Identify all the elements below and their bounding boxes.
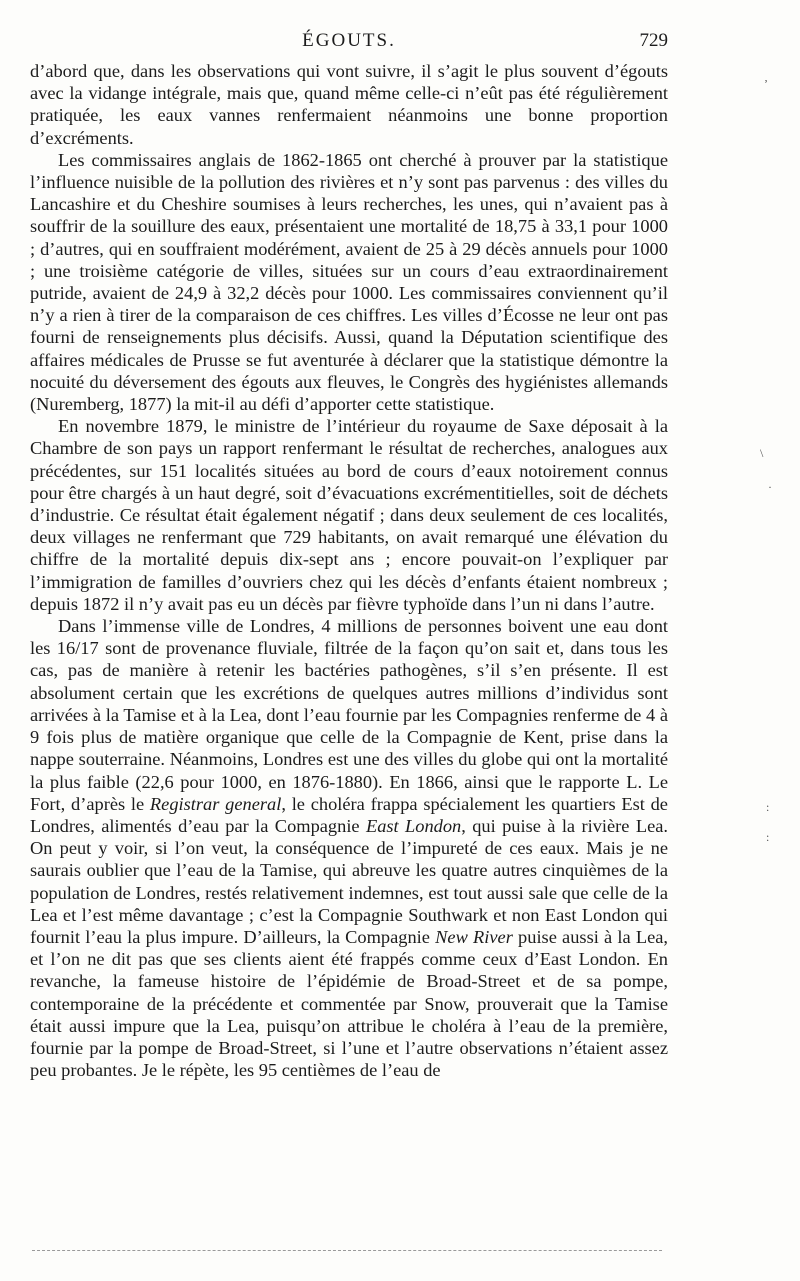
margin-speck: ‚ (764, 70, 768, 84)
paragraph-london-water (30, 615, 668, 1081)
text-run: puise aussi à la Lea, et l’on ne dit pas que ses clients aient été frappés comme ceux d’East London. En revanche, la fameuse histoire de l’épidémie de Broad-Street et de sa pompe, contemporaine de la précédente et commentée par Snow, prouverait que la Tamise était aussi impure que la Lea, puisqu’on attribue le choléra à l’eau de la première, fournie par la pompe de Broad-Street, si l’une et l’autre observations n’étaient assez peu probantes. Je le répète, les 95 centièmes de l’eau de (30, 926, 668, 1081)
paragraph-saxony-report: En novembre 1879, le ministre de l’intérieur du royaume de Saxe déposait à la Chambre de son pays un rapport renfermant le résultat de recherches, analogues aux précédentes, sur 151 localités situées au bord de cours d’eaux notoirement connus pour être chargés à un haut degré, soit d’évacuations excrémentitielles, soit de déchets d’industrie. Ce résultat était également négatif ; dans deux seulement de ces localités, deux villages ne renfermant que 729 habitants, on avait remarqué une élévation du chiffre de la mortalité depuis dix-sept ans ; encore pouvait-on l’expliquer par l’immigration de familles d’ouvriers chez qui les décès d’enfants étaient nombreux ; depuis 1872 il n’y avait pas eu un décès par fièvre typhoïde dans l’un ni dans l’autre. (30, 416, 668, 614)
text-run: , le choléra frappa spécialement les quartiers Est de Londres, alimentés d’eau par la Compagnie (30, 793, 668, 836)
bottom-rule (32, 1250, 662, 1251)
margin-tick: \ (760, 446, 764, 460)
margin-speck: · (768, 480, 772, 494)
page-number: 729 (639, 30, 668, 51)
body-text (30, 60, 668, 1081)
margin-speck: : (766, 830, 770, 844)
italic-new-river: New River (435, 926, 513, 947)
running-title: ÉGOUTS. (302, 30, 396, 51)
running-head (30, 30, 668, 56)
paragraph-continuation: d’abord que, dans les observations qui vont suivre, il s’agit le plus souvent d’égouts avec la vidange intégrale, mais que, quand même celle-ci n’eût pas été régulièrement pratiquée, les eaux vannes renfermaient néanmoins une bonne proportion d’excréments. (30, 61, 668, 148)
margin-speck: : (766, 800, 770, 814)
italic-registrar-general: Registrar general (149, 793, 282, 814)
text-run: , qui puise à la rivière Lea. On peut y voir, si l’on veut, la conséquence de l’impureté de ces eaux. Mais je ne saurais oublier que l’eau de la Tamise, qui abreuve les quatre autres cinquièmes de la population de Londres, restés relativement indemnes, est tout aussi sale que celle de la Lea et l’est même davantage ; c’est la Compagnie Southwark et non East London qui fournit l’eau la plus impure. D’ailleurs, la Compagnie (30, 815, 668, 947)
paragraph-english-commissioners: Les commissaires anglais de 1862-1865 ont cherché à prouver par la statistique l’influence nuisible de la pollution des rivières et n’y sont pas parvenus : des villes du Lancashire et du Cheshire soumises à leurs recherches, les unes, qui n’avaient pas à souffrir de la souillure des eaux, présentaient une mortalité de 18,75 à 33,1 pour 1000 ; d’autres, qui en souffraient modérément, avaient de 25 à 29 décès annuels pour 1000 ; une troisième catégorie de villes, situées sur un cours d’eau extraordinairement putride, avaient de 24,9 à 32,2 décès pour 1000. Les commissaires conviennent qu’il n’y a rien à tirer de la comparaison de ces chiffres. Les villes d’Écosse ne leur ont pas fourni de renseignements plus décisifs. Aussi, quand la Députation scientifique des affaires médicales de Prusse se fut aventurée à déclarer que la statistique démontre la nocuité du déversement des égouts aux fleuves, le Congrès des hygiénistes allemands (Nuremberg, 1877) la mit-il au défi d’apporter cette statistique. (30, 149, 668, 415)
italic-east-london: East London (365, 815, 462, 836)
text-run: Dans l’immense ville de Londres, 4 millions de personnes boivent une eau dont les 16/17 sont de provenance fluviale, filtrée de la façon qu’on sait et, dans tous les cas, pas de manière à retenir les bactéries pathogènes, s’il s’en présente. Il est absolument certain que les excrétions de quelques autres millions d’individus sont arrivées à la Tamise et à la Lea, dont l’eau fournie par les Compagnies renferme de 4 à 9 fois plus de matière organique que celle de la Compagnie de Kent, prise dans la nappe souterraine. Néanmoins, Londres est une des villes du globe qui ont la mortalité la plus faible (22,6 pour 1000, en 1876-1880). En 1866, ainsi que le rapporte L. Le Fort, d’après le (30, 616, 668, 814)
